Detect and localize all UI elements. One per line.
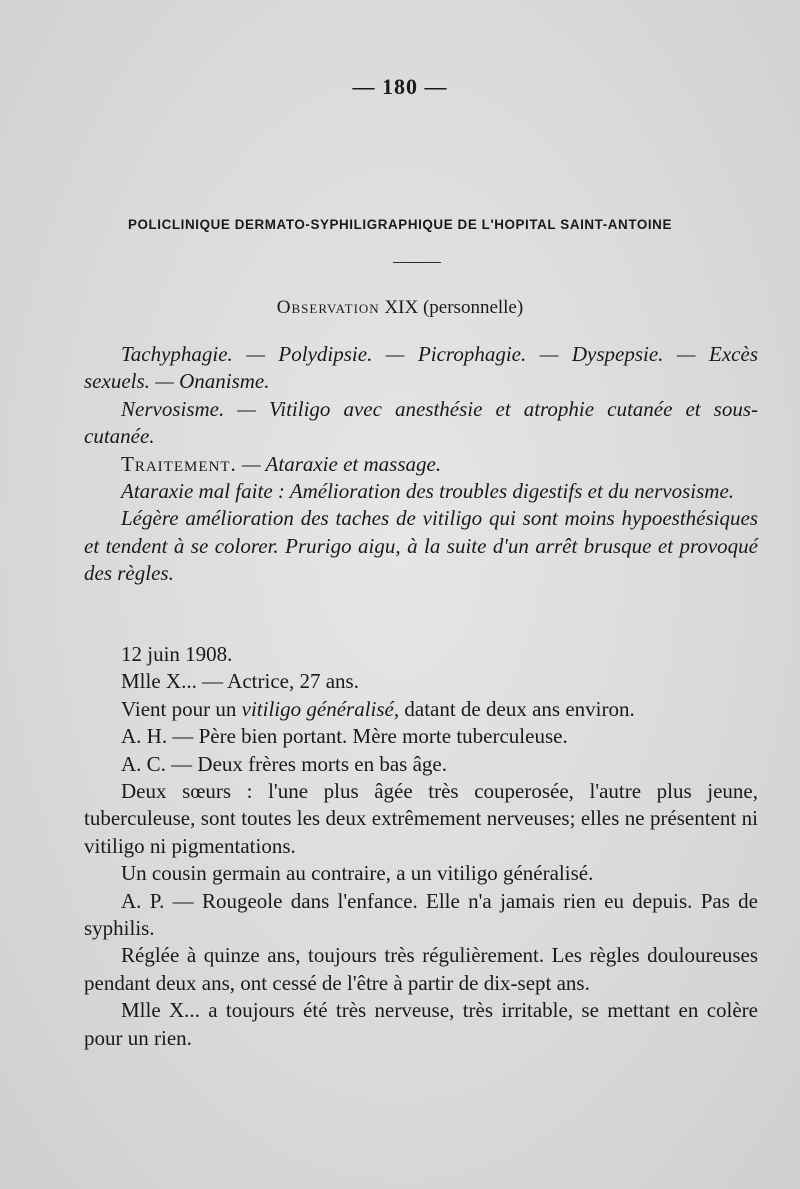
case-presentation-start: Vient pour un — [121, 696, 242, 721]
case-ap: A. P. — Rougeole dans l'enfance. Elle n'a jamais rien eu depuis. Pas de syphilis. — [84, 888, 758, 941]
case-presentation — [84, 696, 758, 723]
case-history-block — [84, 641, 758, 1052]
case-sisters: Deux sœurs : l'une plus âgée très couperosée, l'autre plus jeune, tuberculeuse, sont toutes les deux extrêmement nerveuses; elles ne présentent ni vitiligo ni pigmentations. — [84, 779, 758, 858]
case-patient: Mlle X... — Actrice, 27 ans. — [121, 669, 359, 694]
case-ac: A. C. — Deux frères morts en bas âge. — [121, 751, 447, 776]
diagnosis-line-2: Nervosisme. — Vitiligo avec anesthésie et atrophie cutanée et sous-cutanée. — [84, 396, 758, 449]
observation-number: XIX (personnelle) — [384, 297, 524, 318]
case-presentation-end: datant de deux ans environ. — [399, 696, 635, 721]
case-date: 12 juin 1908. — [121, 642, 233, 666]
case-menses: Réglée à quinze ans, toujours très régulièrement. Les règles douloureuses pendant deux ans, ont cessé de l'être à partir de dix-sept ans. — [84, 943, 758, 995]
result-line-2: Légère amélioration des taches de vitiligo qui sont moins hypoesthésiques et tendent à se colorer. Prurigo aigu, à la suite d'un arrêt brusque et provoqué des règles. — [84, 506, 758, 586]
page-header: POLICLINIQUE DERMATO-SYPHILIGRAPHIQUE DE L'HOPITAL SAINT-ANTOINE — [127, 217, 672, 232]
case-ah: A. H. — Père bien portant. Mère morte tuberculeuse. — [121, 724, 568, 749]
result-line-1: Ataraxie mal faite : Amélioration des troubles digestifs et du nervosisme. — [121, 479, 735, 504]
observation-label: Observation — [276, 297, 380, 318]
case-temper: Mlle X... a toujours été très nerveuse, très irritable, se mettant en colère pour un rien. — [84, 998, 758, 1050]
treatment-text: — Ataraxie et massage. — [241, 451, 442, 476]
diagnosis-block — [84, 341, 758, 588]
observation-title — [0, 297, 800, 319]
case-cousin: Un cousin germain au contraire, a un vitiligo généralisé. — [121, 861, 594, 886]
divider-rule — [393, 262, 441, 263]
page-number: — 180 — — [352, 74, 448, 99]
treatment-line — [84, 451, 758, 478]
case-presentation-italic: vitiligo généralisé, — [241, 696, 400, 721]
treatment-label: Traitement. — [121, 451, 237, 476]
diagnosis-line-1: Tachyphagie. — Polydipsie. — Picrophagie. — Dyspepsie. — Excès sexuels. — Onanisme. — [84, 342, 758, 394]
